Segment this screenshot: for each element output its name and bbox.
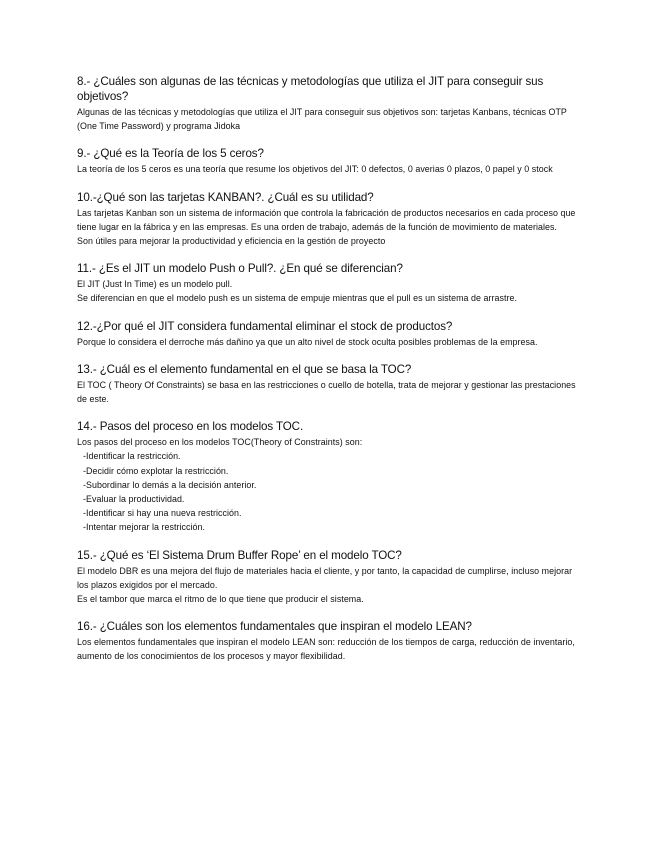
answer-paragraph: El modelo DBR es una mejora del flujo de materiales hacia el cliente, y por tanto, la capacidad de cumplirse, incluso mejorar los plazos exigidos por el mercado. [77, 565, 573, 590]
answer-paragraph: Es el tambor que marca el ritmo de lo que tiene que producir el sistema. [77, 594, 364, 605]
question-heading: 9.- ¿Qué es la Teoría de los 5 ceros? [77, 147, 264, 161]
section-q10 [77, 190, 585, 249]
answer-paragraph: La teoría de los 5 ceros es una teoría que resume los objetivos del JIT: 0 defectos, 0 averias 0 plazos, 0 papel y 0 stock [77, 164, 553, 175]
answer-paragraph: Son útiles para mejorar la productividad y eficiencia en la gestión de proyecto [77, 236, 386, 247]
list-item: -Decidir cómo explotar la restricción. [83, 465, 229, 476]
question-heading: 10.-¿Qué son las tarjetas KANBAN?. ¿Cuál es su utilidad? [77, 190, 374, 204]
answer-block [77, 206, 585, 249]
answer-block [77, 378, 585, 406]
section-q16 [77, 619, 585, 663]
section-q9 [77, 146, 585, 176]
section-q13 [77, 362, 585, 406]
answer-block [77, 335, 585, 349]
answer-paragraph: Porque lo considera el derroche más dañino ya que un alto nivel de stock oculta posibles problemas de la empresa. [77, 336, 538, 347]
question-heading: 11.- ¿Es el JIT un modelo Push o Pull?. ¿En qué se diferencian? [77, 262, 403, 276]
answer-paragraph: Algunas de las técnicas y metodologías que utiliza el JIT para conseguir sus objetivos son: tarjetas Kanbans, técnicas OTP (One Time Password) y programa Jidoka [77, 107, 567, 132]
question-heading: 12.-¿Por qué el JIT considera fundamental eliminar el stock de productos? [77, 319, 453, 333]
answer-block [77, 277, 585, 305]
answer-block [77, 105, 585, 133]
steps-list [77, 449, 585, 534]
answer-paragraph: Los elementos fundamentales que inspiran el modelo LEAN son: reducción de los tiempos de carga, reducción de inventario, aumento de los conocimientos de los procesos y mayor flexibilidad. [77, 637, 575, 662]
answer-paragraph: Se diferencian en que el modelo push es un sistema de empuje mientras que el pull es un sistema de arrastre. [77, 293, 518, 304]
answer-paragraph: Las tarjetas Kanban son un sistema de información que controla la fabricación de productos necesarios en cada proceso que tiene lugar en la fábrica y en las empresas. Es una orden de trabajo, además de la función de movimiento de materiales. [77, 207, 576, 232]
answer-paragraph: El TOC ( Theory Of Constraints) se basa en las restricciones o cuello de botella, trata de mejorar y gestionar las prestaciones de este. [77, 379, 576, 405]
list-item: -Evaluar la productividad. [83, 494, 185, 505]
list-item: -Identificar si hay una nueva restricción. [83, 508, 242, 519]
answer-paragraph: Los pasos del proceso en los modelos TOC(Theory of Constraints) son: [77, 437, 363, 448]
answer-block [77, 564, 585, 607]
question-heading: 8.- ¿Cuáles son algunas de las técnicas y metodologías que utiliza el JIT para conseguir sus objetivos? [77, 75, 544, 103]
section-q11 [77, 261, 585, 305]
question-heading: 14.- Pasos del proceso en los modelos TOC. [77, 420, 304, 434]
answer-paragraph: El JIT (Just In Time) es un modelo pull. [77, 279, 233, 290]
question-heading: 15.- ¿Qué es ‘El Sistema Drum Buffer Rope’ en el modelo TOC? [77, 548, 402, 562]
answer-block [77, 635, 585, 663]
answer-block [77, 162, 585, 176]
section-q8 [77, 74, 585, 133]
question-heading: 13.- ¿Cuál es el elemento fundamental en el que se basa la TOC? [77, 362, 412, 376]
list-item: -Subordinar lo demás a la decisión anterior. [83, 479, 257, 490]
section-q12 [77, 319, 585, 349]
section-q15 [77, 548, 585, 607]
list-item: -Intentar mejorar la restricción. [83, 522, 205, 533]
question-heading: 16.- ¿Cuáles son los elementos fundamentales que inspiran el modelo LEAN? [77, 620, 472, 634]
section-q14 [77, 419, 585, 534]
answer-block [77, 435, 585, 534]
list-item: -Identificar la restricción. [83, 451, 181, 462]
